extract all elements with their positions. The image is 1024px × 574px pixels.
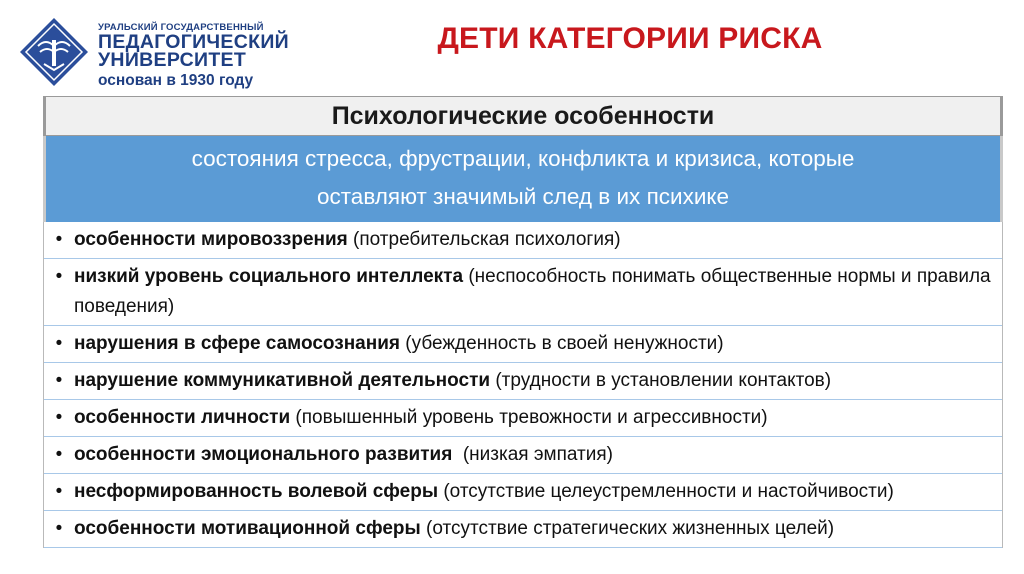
items-list xyxy=(43,222,1003,548)
bullet: • xyxy=(55,333,63,354)
bullet: • xyxy=(55,407,63,428)
bullet: • xyxy=(55,444,63,465)
university-logo xyxy=(18,16,289,89)
university-emblem-icon xyxy=(18,16,90,88)
table-header: Психологические особенности xyxy=(43,96,1003,136)
list-item xyxy=(44,474,1002,511)
item-term: низкий уровень социального интеллекта xyxy=(74,266,464,287)
item-term: нарушение коммуникативной деятельности xyxy=(74,370,491,391)
list-item xyxy=(44,259,1002,326)
features-table xyxy=(43,96,1003,548)
logo-line-2: ПЕДАГОГИЧЕСКИЙ xyxy=(98,31,289,53)
logo-line-4: основан в 1930 году xyxy=(98,72,254,89)
subheader-line-2: оставляют значимый след в их психике xyxy=(316,184,729,209)
table-subheader xyxy=(43,136,1003,222)
list-item xyxy=(44,511,1002,548)
list-item xyxy=(44,400,1002,437)
bullet: • xyxy=(55,229,63,250)
item-term: особенности эмоционального развития xyxy=(74,444,453,465)
item-description: (низкая эмпатия) xyxy=(452,444,613,465)
subheader-line-1: состояния стресса, фрустрации, конфликта и кризиса, которые xyxy=(191,146,855,171)
bullet: • xyxy=(55,518,63,539)
bullet: • xyxy=(55,266,63,287)
item-term: нарушения в сфере самосознания xyxy=(74,333,400,354)
item-term: несформированность волевой сферы xyxy=(74,481,439,502)
item-description: (потребительская психология) xyxy=(347,229,621,250)
list-item xyxy=(44,437,1002,474)
item-description: (неспособность понимать общественные нормы и правила поведения) xyxy=(74,266,991,317)
item-term: особенности мировоззрения xyxy=(74,229,348,250)
list-item xyxy=(44,363,1002,400)
item-description: (убежденность в своей ненужности) xyxy=(400,333,724,354)
page-title: ДЕТИ КАТЕГОРИИ РИСКА xyxy=(437,22,823,55)
item-description: (отсутствие целеустремленности и настойчивости) xyxy=(438,481,894,502)
item-term: особенности личности xyxy=(74,407,291,428)
list-item xyxy=(44,222,1002,259)
list-item xyxy=(44,326,1002,363)
logo-line-3: УНИВЕРСИТЕТ xyxy=(98,49,247,71)
item-description: (трудности в установлении контактов) xyxy=(490,370,832,391)
item-description: (отсутствие стратегических жизненных целей) xyxy=(420,518,835,539)
logo-line-1: УРАЛЬСКИЙ ГОСУДАРСТВЕННЫЙ xyxy=(98,22,264,33)
logo-text xyxy=(98,22,289,90)
item-term: особенности мотивационной сферы xyxy=(74,518,421,539)
bullet: • xyxy=(55,481,63,502)
bullet: • xyxy=(55,370,63,391)
item-description: (повышенный уровень тревожности и агрессивности) xyxy=(290,407,768,428)
